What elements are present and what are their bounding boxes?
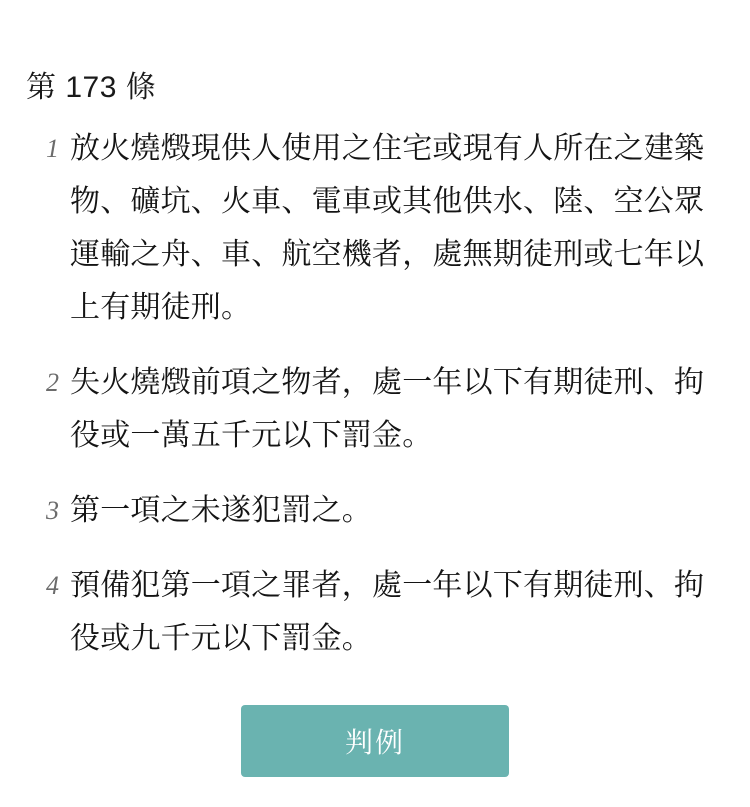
list-item xyxy=(24,484,726,537)
page-title: 第 173 條 xyxy=(26,71,157,104)
list-item xyxy=(24,559,726,665)
clause-list xyxy=(24,122,726,665)
clause-number: 2 xyxy=(46,368,59,397)
precedent-button[interactable]: 判例 xyxy=(241,705,509,777)
list-item xyxy=(24,122,726,334)
clause-text: 第一項之未遂犯罰之。 xyxy=(70,494,372,527)
clause-text: 失火燒燬前項之物者，處一年以下有期徒刑、拘役或一萬五千元以下罰金。 xyxy=(70,366,705,452)
clause-text: 預備犯第一項之罪者，處一年以下有期徒刑、拘役或九千元以下罰金。 xyxy=(70,569,705,655)
action-bar xyxy=(24,705,726,777)
clause-text: 放火燒燬現供人使用之住宅或現有人所在之建築物、礦坑、火車、電車或其他供水、陸、空公眾運輸之舟、車、航空機者，處無期徒刑或七年以上有期徒刑。 xyxy=(70,132,705,324)
list-item xyxy=(24,356,726,462)
clause-number: 3 xyxy=(46,496,59,525)
clause-number: 1 xyxy=(46,134,59,163)
clause-number: 4 xyxy=(46,571,59,600)
